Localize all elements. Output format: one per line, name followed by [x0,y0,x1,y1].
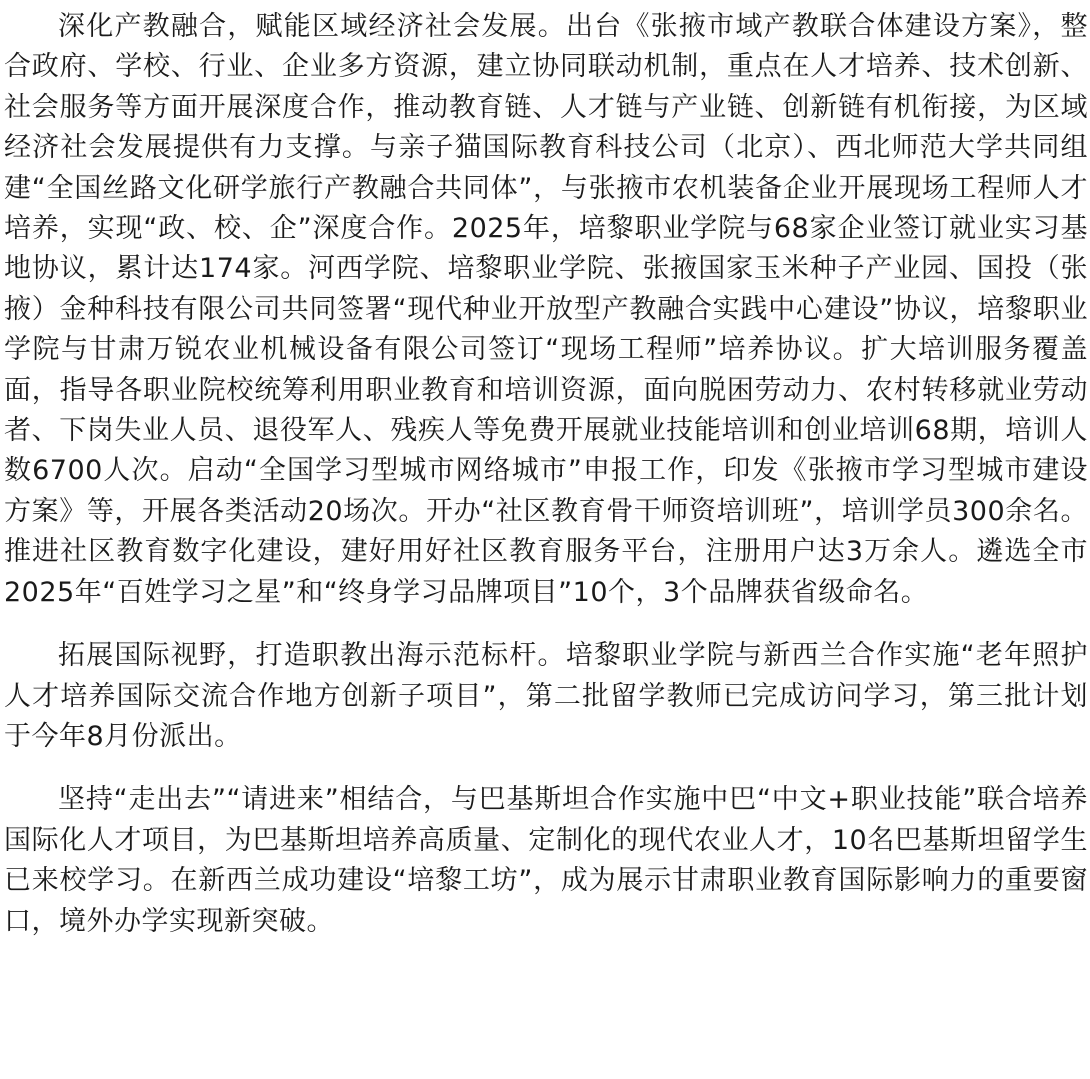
paragraph-international-vision: 拓展国际视野，打造职教出海示范标杆。培黎职业学院与新西兰合作实施“老年照护人才培养国际交流合作地方创新子项目”，第二批留学教师已完成访问学习，第三批计划于今年8月份派出。 [4,640,1088,752]
paragraph-going-out-bringing-in: 坚持“走出去”“请进来”相结合，与巴基斯坦合作实施中巴“中文+职业技能”联合培养国际化人才项目，为巴基斯坦培养高质量、定制化的现代农业人才，10名巴基斯坦留学生已来校学习。在新西兰成功建设“培黎工坊”，成为展示甘肃职业教育国际影响力的重要窗口，境外办学实现新突破。 [4,784,1088,937]
paragraph-industry-education-integration: 深化产教融合，赋能区域经济社会发展。出台《张掖市域产教联合体建设方案》，整合政府、学校、行业、企业多方资源，建立协同联动机制，重点在人才培养、技术创新、社会服务等方面开展深度合作，推动教育链、人才链与产业链、创新链有机衔接，为区域经济社会发展提供有力支撑。与亲子猫国际教育科技公司（北京）、西北师范大学共同组建“全国丝路文化研学旅行产教融合共同体”，与张掖市农机装备企业开展现场工程师人才培养，实现“政、校、企”深度合作。2025年，培黎职业学院与68家企业签订就业实习基地协议，累计达174家。河西学院、培黎职业学院、张掖国家玉米种子产业园、国投（张掖）金种科技有限公司共同签署“现代种业开放型产教融合实践中心建设”协议，培黎职业学院与甘肃万锐农业机械设备有限公司签订“现场工程师”培养协议。扩大培训服务覆盖面，指导各职业院校统筹利用职业教育和培训资源，面向脱困劳动力、农村转移就业劳动者、下岗失业人员、退役军人、残疾人等免费开展就业技能培训和创业培训68期，培训人数6700人次。启动“全国学习型城市网络城市”申报工作，印发《张掖市学习型城市建设方案》等，开展各类活动20场次。开办“社区教育骨干师资培训班”，培训学员300余名。推进社区教育数字化建设，建好用好社区教育服务平台，注册用户达3万余人。遴选全市2025年“百姓学习之星”和“终身学习品牌项目”10个，3个品牌获省级命名。 [4,11,1088,608]
article-body [0,7,1090,1079]
